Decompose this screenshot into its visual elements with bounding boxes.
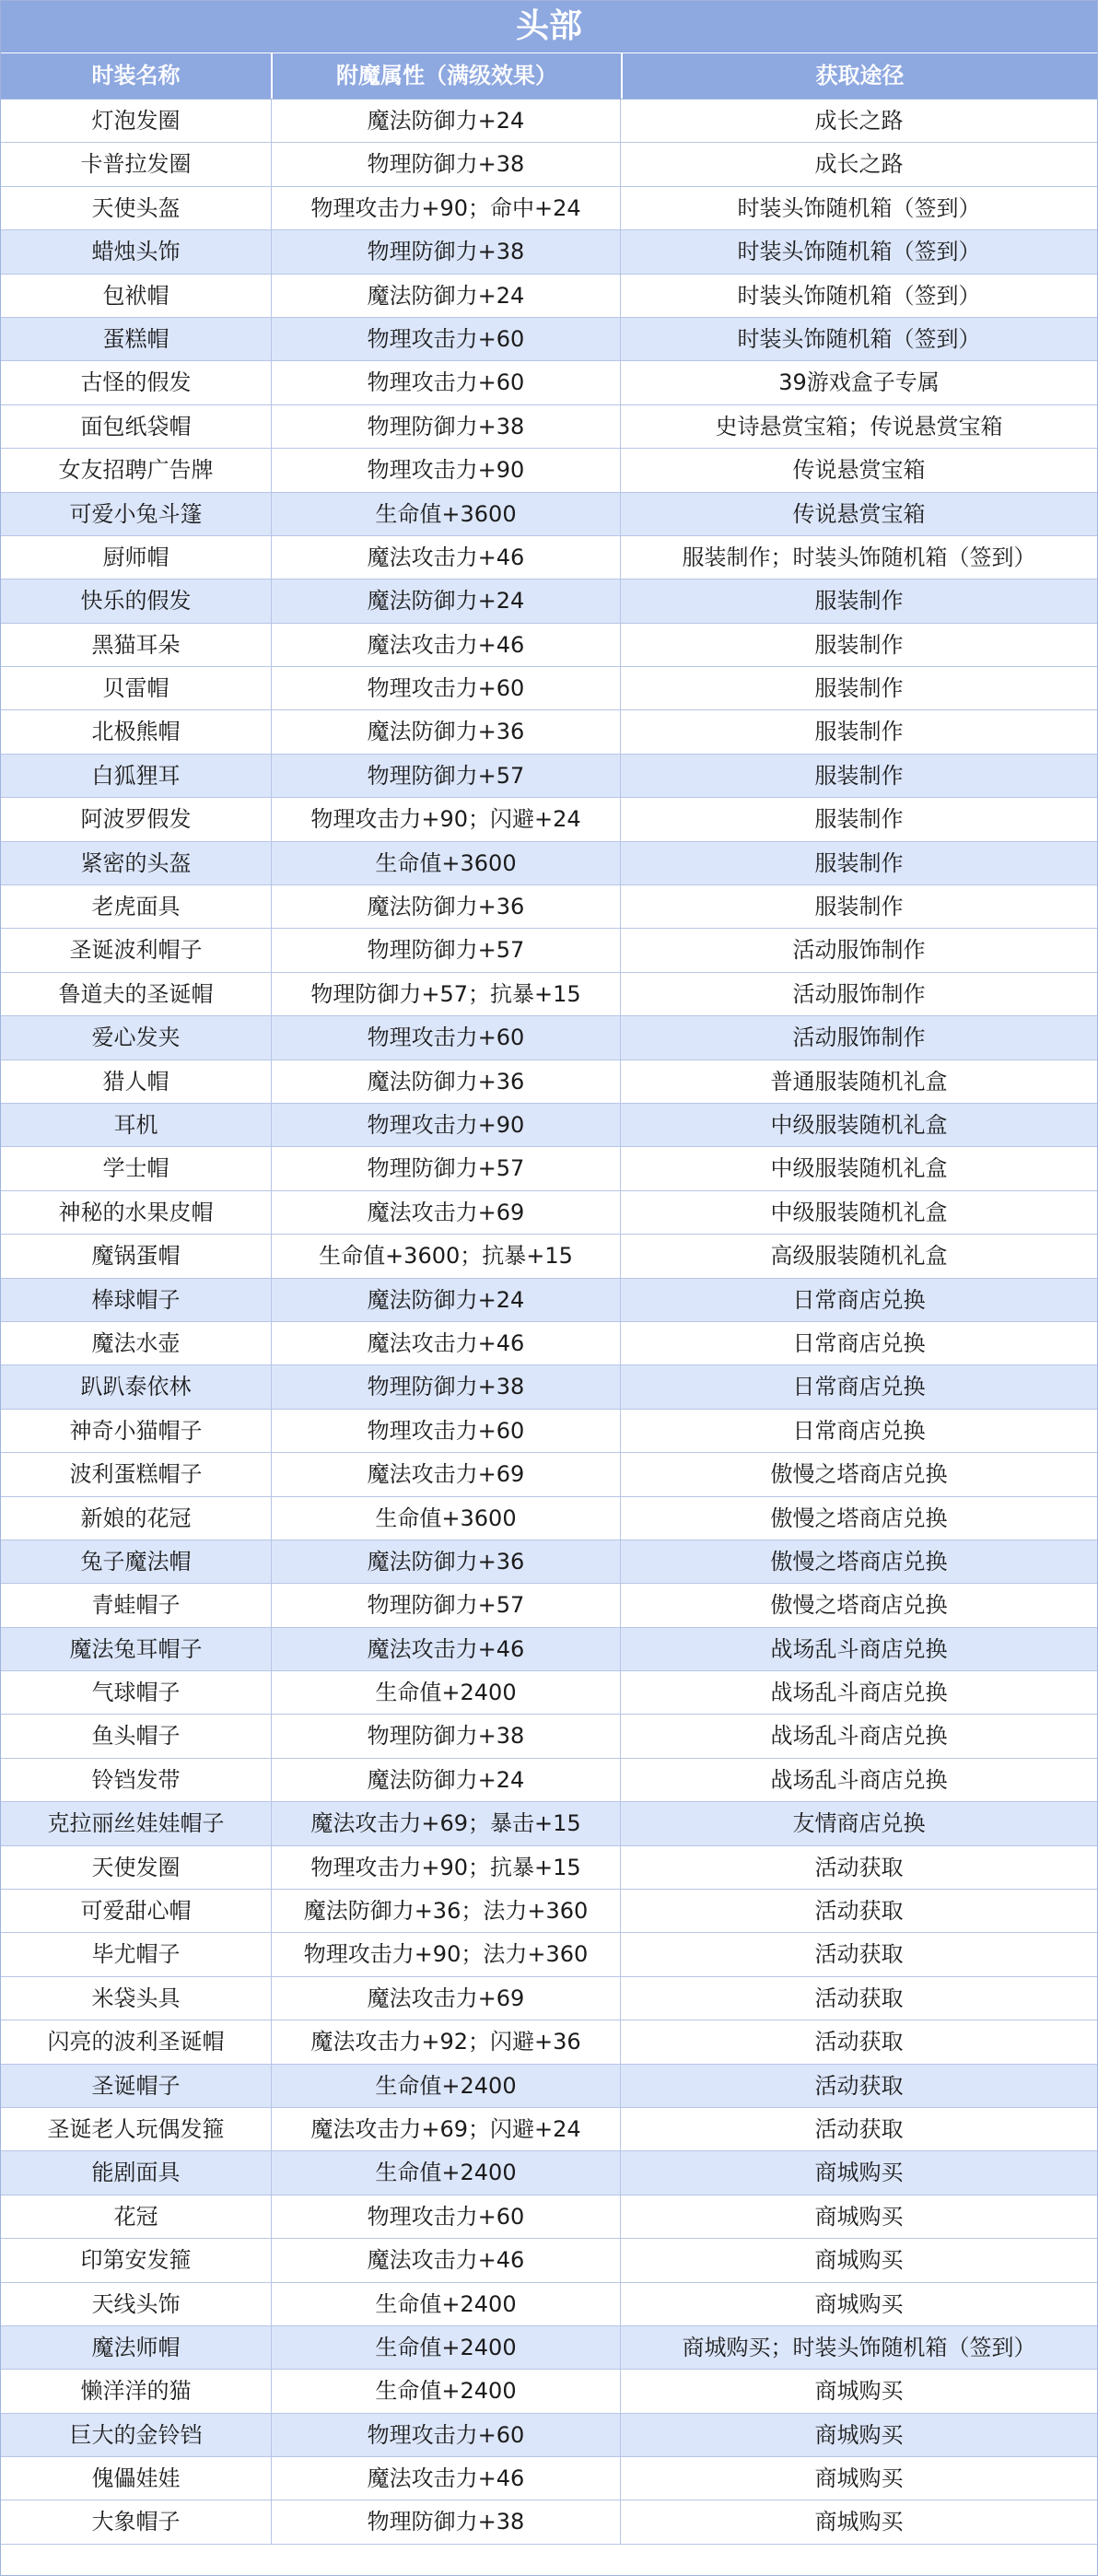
table-row	[1, 2108, 1097, 2151]
costume-name-cell: 趴趴泰依林	[1, 1365, 272, 1408]
table-row	[1, 1759, 1097, 1802]
costume-name-cell: 花冠	[1, 2195, 272, 2238]
source-cell: 服装制作	[814, 894, 904, 920]
costume-name-cell: 女友招聘广告牌	[1, 449, 272, 491]
costume-name-cell: 气球帽子	[1, 1671, 272, 1714]
attribute-cell: 物理防御力+38	[272, 2500, 621, 2543]
costume-name-cell: 蛋糕帽	[1, 318, 272, 360]
source-cell: 活动服饰制作	[792, 980, 926, 1007]
attribute-cell: 魔法攻击力+46	[272, 1628, 621, 1670]
table-row	[1, 624, 1097, 667]
source-cell: 服装制作	[814, 762, 904, 789]
source-cell: 商城购买	[814, 2203, 904, 2230]
costume-name-cell: 爱心发夹	[1, 1016, 272, 1059]
table-row	[1, 1453, 1097, 1496]
table-row	[1, 842, 1097, 885]
costume-name-cell: 学士帽	[1, 1147, 272, 1189]
costume-name-cell: 新娘的花冠	[1, 1497, 272, 1540]
source-cell: 日常商店兑换	[792, 1374, 926, 1400]
attribute-cell: 魔法防御力+24	[272, 1759, 621, 1801]
attribute-cell: 物理攻击力+60	[272, 1016, 621, 1059]
attribute-cell: 物理防御力+38	[272, 143, 621, 185]
source-cell: 服装制作	[814, 719, 904, 745]
source-cell: 商城购买	[814, 2247, 904, 2274]
attribute-cell: 物理攻击力+60	[272, 667, 621, 709]
attribute-cell: 物理攻击力+90；闪避+24	[272, 798, 621, 840]
costume-name-cell: 魔法兔耳帽子	[1, 1628, 272, 1670]
source-cell: 商城购买；时装头饰随机箱（签到）	[682, 2334, 1036, 2360]
attribute-cell: 物理攻击力+90	[272, 449, 621, 491]
attribute-cell: 魔法攻击力+46	[272, 536, 621, 579]
costume-name-cell: 能剧面具	[1, 2151, 272, 2194]
source-cell: 服装制作	[814, 588, 904, 615]
source-cell: 传说悬赏宝箱	[792, 500, 926, 527]
source-cell: 高级服装随机礼盒	[770, 1243, 948, 1270]
attribute-cell: 魔法防御力+24	[272, 100, 621, 142]
costume-name-cell: 懒洋洋的猫	[1, 2370, 272, 2412]
attribute-cell: 魔法攻击力+69	[272, 1453, 621, 1495]
costume-name-cell: 兔子魔法帽	[1, 1540, 272, 1583]
table-row	[1, 929, 1097, 972]
attribute-cell: 魔法攻击力+46	[272, 2239, 621, 2281]
attribute-cell: 物理攻击力+60	[272, 318, 621, 360]
table-row	[1, 1235, 1097, 1278]
table-row	[1, 1322, 1097, 1365]
table-row	[1, 2326, 1097, 2370]
source-cell: 傲慢之塔商店兑换	[770, 1548, 948, 1575]
costume-name-cell: 灯泡发圈	[1, 100, 272, 142]
costume-name-cell: 白狐狸耳	[1, 755, 272, 797]
source-cell: 商城购买	[814, 2421, 904, 2448]
costume-name-cell: 青蛙帽子	[1, 1584, 272, 1626]
attribute-cell: 物理攻击力+90；命中+24	[272, 187, 621, 229]
source-cell: 战场乱斗商店兑换	[770, 1723, 948, 1750]
source-cell: 活动服饰制作	[792, 1025, 926, 1051]
attribute-cell: 生命值+3600	[272, 842, 621, 884]
source-cell: 日常商店兑换	[792, 1286, 926, 1313]
costume-name-cell: 毕尤帽子	[1, 1933, 272, 1975]
table-row	[1, 1671, 1097, 1715]
source-cell: 日常商店兑换	[792, 1417, 926, 1444]
attribute-cell: 魔法防御力+36	[272, 710, 621, 753]
attribute-cell: 魔法攻击力+69；闪避+24	[272, 2108, 621, 2150]
costume-name-cell: 北极熊帽	[1, 710, 272, 753]
column-header-name: 时装名称	[1, 53, 273, 99]
attribute-cell: 生命值+2400	[272, 2283, 621, 2325]
table-row	[1, 449, 1097, 492]
attribute-cell: 物理防御力+57	[272, 1147, 621, 1189]
source-cell: 39游戏盒子专属	[778, 369, 940, 396]
source-cell: 时装头饰随机箱（签到）	[737, 282, 981, 309]
table-row	[1, 885, 1097, 929]
source-cell: 中级服装随机礼盒	[770, 1111, 948, 1138]
costume-name-cell: 棒球帽子	[1, 1279, 272, 1321]
table-row	[1, 2239, 1097, 2282]
table-row	[1, 1104, 1097, 1147]
source-cell: 商城购买	[814, 2160, 904, 2186]
table-row	[1, 1802, 1097, 1845]
source-cell: 日常商店兑换	[792, 1329, 926, 1356]
source-cell: 战场乱斗商店兑换	[770, 1766, 948, 1793]
attribute-cell: 物理防御力+57	[272, 1584, 621, 1626]
costume-name-cell: 鱼头帽子	[1, 1715, 272, 1757]
table-row	[1, 798, 1097, 841]
costume-name-cell: 波利蛋糕帽子	[1, 1453, 272, 1495]
attribute-cell: 物理攻击力+60	[272, 1410, 621, 1452]
table-row	[1, 2500, 1097, 2544]
table-row	[1, 1279, 1097, 1322]
source-cell: 成长之路	[814, 108, 904, 134]
source-cell: 傲慢之塔商店兑换	[770, 1592, 948, 1619]
attribute-cell: 物理防御力+38	[272, 1715, 621, 1757]
costume-name-cell: 耳机	[1, 1104, 272, 1146]
column-header-source: 获取途径	[815, 63, 905, 88]
table-row	[1, 2414, 1097, 2457]
table-header	[1, 53, 1097, 100]
table-row	[1, 230, 1097, 274]
table-row	[1, 187, 1097, 230]
table-row	[1, 667, 1097, 710]
attribute-cell: 物理防御力+38	[272, 230, 621, 273]
costume-name-cell: 闪亮的波利圣诞帽	[1, 2020, 272, 2063]
table-row	[1, 1016, 1097, 1060]
table-row	[1, 100, 1097, 143]
table-row	[1, 1497, 1097, 1540]
table-row	[1, 1977, 1097, 2020]
table-row	[1, 2457, 1097, 2500]
source-cell: 时装头饰随机箱（签到）	[737, 194, 981, 221]
costume-name-cell: 猎人帽	[1, 1060, 272, 1103]
table-row	[1, 1410, 1097, 1453]
costume-name-cell: 神奇小猫帽子	[1, 1410, 272, 1452]
source-cell: 活动获取	[814, 1941, 904, 1968]
table-row	[1, 318, 1097, 361]
attribute-cell: 物理防御力+57	[272, 929, 621, 971]
attribute-cell: 魔法防御力+36	[272, 885, 621, 928]
costume-name-cell: 圣诞波利帽子	[1, 929, 272, 971]
table-row	[1, 1628, 1097, 1671]
source-cell: 活动获取	[814, 1985, 904, 2011]
costume-name-cell: 天线头饰	[1, 2283, 272, 2325]
attribute-cell: 物理攻击力+90；抗暴+15	[272, 1846, 621, 1889]
costume-name-cell: 鲁道夫的圣诞帽	[1, 973, 272, 1015]
attribute-cell: 生命值+2400	[272, 2065, 621, 2107]
attribute-cell: 生命值+2400	[272, 2370, 621, 2412]
table-title: 头部	[1, 1, 1097, 53]
table-row	[1, 2020, 1097, 2064]
attribute-cell: 物理防御力+57	[272, 755, 621, 797]
costume-name-cell: 魔锅蛋帽	[1, 1235, 272, 1277]
source-cell: 史诗悬赏宝箱；传说悬赏宝箱	[715, 413, 1003, 439]
source-cell: 傲慢之塔商店兑换	[770, 1461, 948, 1488]
costume-name-cell: 厨师帽	[1, 536, 272, 579]
source-cell: 服装制作；时装头饰随机箱（签到）	[682, 544, 1036, 570]
table-row	[1, 1191, 1097, 1235]
costume-name-cell: 神秘的水果皮帽	[1, 1191, 272, 1234]
table-row	[1, 755, 1097, 798]
table-row	[1, 1715, 1097, 1758]
table-row	[1, 2283, 1097, 2326]
attribute-cell: 生命值+3600；抗暴+15	[272, 1235, 621, 1277]
table-row	[1, 361, 1097, 404]
source-cell: 成长之路	[814, 151, 904, 178]
costume-name-cell: 圣诞帽子	[1, 2065, 272, 2107]
attribute-cell: 魔法防御力+24	[272, 580, 621, 622]
attribute-cell: 魔法攻击力+69	[272, 1977, 621, 2020]
attribute-cell: 生命值+2400	[272, 1671, 621, 1714]
costume-name-cell: 印第安发箍	[1, 2239, 272, 2281]
source-cell: 活动获取	[814, 2072, 904, 2099]
source-cell: 中级服装随机礼盒	[770, 1199, 948, 1225]
source-cell: 商城购买	[814, 2378, 904, 2405]
source-cell: 活动获取	[814, 2115, 904, 2142]
source-cell: 友情商店兑换	[792, 1810, 926, 1837]
attribute-cell: 物理防御力+57；抗暴+15	[272, 973, 621, 1015]
attribute-cell: 物理攻击力+60	[272, 2195, 621, 2238]
attribute-cell: 生命值+2400	[272, 2151, 621, 2194]
source-cell: 活动获取	[814, 2029, 904, 2055]
source-cell: 服装制作	[814, 631, 904, 658]
table-row	[1, 405, 1097, 449]
costume-name-cell: 铃铛发带	[1, 1759, 272, 1801]
costume-name-cell: 黑猫耳朵	[1, 624, 272, 666]
table-row	[1, 1846, 1097, 1890]
costume-name-cell: 老虎面具	[1, 885, 272, 928]
attribute-cell: 魔法防御力+36	[272, 1540, 621, 1583]
table-row	[1, 2370, 1097, 2413]
costume-name-cell: 贝雷帽	[1, 667, 272, 709]
attribute-cell: 魔法攻击力+69	[272, 1191, 621, 1234]
table-row	[1, 1540, 1097, 1584]
attribute-cell: 物理防御力+38	[272, 1365, 621, 1408]
costume-name-cell: 大象帽子	[1, 2500, 272, 2543]
source-cell: 服装制作	[814, 675, 904, 702]
costume-name-cell: 巨大的金铃铛	[1, 2414, 272, 2456]
table-row	[1, 2151, 1097, 2195]
source-cell: 活动获取	[814, 1898, 904, 1925]
source-cell: 战场乱斗商店兑换	[770, 1680, 948, 1706]
attribute-cell: 物理防御力+38	[272, 405, 621, 448]
source-cell: 普通服装随机礼盒	[770, 1068, 948, 1095]
table-row	[1, 580, 1097, 623]
costume-name-cell: 紧密的头盔	[1, 842, 272, 884]
attribute-cell: 物理攻击力+90	[272, 1104, 621, 1146]
attribute-cell: 生命值+3600	[272, 493, 621, 535]
table-row	[1, 1147, 1097, 1190]
table-row	[1, 2195, 1097, 2239]
attribute-cell: 魔法防御力+36	[272, 1060, 621, 1103]
attribute-cell: 魔法防御力+36；法力+360	[272, 1890, 621, 1932]
costume-name-cell: 面包纸袋帽	[1, 405, 272, 448]
table-row	[1, 143, 1097, 186]
costume-name-cell: 古怪的假发	[1, 361, 272, 404]
table-row	[1, 275, 1097, 318]
costume-name-cell: 天使发圈	[1, 1846, 272, 1889]
table-row	[1, 1933, 1097, 1976]
costume-name-cell: 傀儡娃娃	[1, 2457, 272, 2500]
attribute-cell: 物理攻击力+90；法力+360	[272, 1933, 621, 1975]
costume-name-cell: 蜡烛头饰	[1, 230, 272, 273]
table-row	[1, 1060, 1097, 1104]
table-row	[1, 973, 1097, 1016]
table-row	[1, 1584, 1097, 1627]
attribute-cell: 生命值+3600	[272, 1497, 621, 1540]
attribute-cell: 魔法攻击力+92；闪避+36	[272, 2020, 621, 2063]
table-row	[1, 536, 1097, 580]
costume-name-cell: 魔法师帽	[1, 2326, 272, 2369]
costume-name-cell: 克拉丽丝娃娃帽子	[1, 1802, 272, 1844]
source-cell: 中级服装随机礼盒	[770, 1155, 948, 1182]
source-cell: 时装头饰随机箱（签到）	[737, 239, 981, 265]
source-cell: 活动服饰制作	[792, 937, 926, 964]
source-cell: 时装头饰随机箱（签到）	[737, 325, 981, 352]
costume-name-cell: 可爱小兔斗篷	[1, 493, 272, 535]
costume-name-cell: 包袱帽	[1, 275, 272, 317]
attribute-cell: 魔法攻击力+69；暴击+15	[272, 1802, 621, 1844]
source-cell: 活动获取	[814, 1854, 904, 1880]
costume-name-cell: 快乐的假发	[1, 580, 272, 622]
costume-name-cell: 魔法水壶	[1, 1322, 272, 1364]
costume-name-cell: 天使头盔	[1, 187, 272, 229]
source-cell: 战场乱斗商店兑换	[770, 1635, 948, 1662]
costume-name-cell: 阿波罗假发	[1, 798, 272, 840]
costume-name-cell: 圣诞老人玩偶发箍	[1, 2108, 272, 2150]
source-cell: 商城购买	[814, 2465, 904, 2492]
source-cell: 传说悬赏宝箱	[792, 457, 926, 484]
attribute-cell: 魔法攻击力+46	[272, 1322, 621, 1364]
attribute-cell: 魔法攻击力+46	[272, 624, 621, 666]
source-cell: 商城购买	[814, 2509, 904, 2535]
attribute-cell: 物理攻击力+60	[272, 2414, 621, 2456]
table-row	[1, 710, 1097, 754]
source-cell: 服装制作	[814, 849, 904, 876]
attribute-cell: 生命值+2400	[272, 2326, 621, 2369]
attribute-cell: 物理攻击力+60	[272, 361, 621, 404]
source-cell: 服装制作	[814, 806, 904, 833]
table-row	[1, 493, 1097, 536]
attribute-cell: 魔法防御力+24	[272, 1279, 621, 1321]
attribute-cell: 魔法防御力+24	[272, 275, 621, 317]
table-row	[1, 1890, 1097, 1933]
table-body	[1, 100, 1097, 2545]
table-row	[1, 1365, 1097, 1409]
source-cell: 傲慢之塔商店兑换	[770, 1505, 948, 1531]
source-cell: 商城购买	[814, 2290, 904, 2317]
costume-name-cell: 可爱甜心帽	[1, 1890, 272, 1932]
table-row	[1, 2065, 1097, 2108]
column-header-attribute: 附魔属性（满级效果）	[273, 53, 623, 99]
attribute-cell: 魔法攻击力+46	[272, 2457, 621, 2500]
costume-name-cell: 卡普拉发圈	[1, 143, 272, 185]
costume-name-cell: 米袋头具	[1, 1977, 272, 2020]
